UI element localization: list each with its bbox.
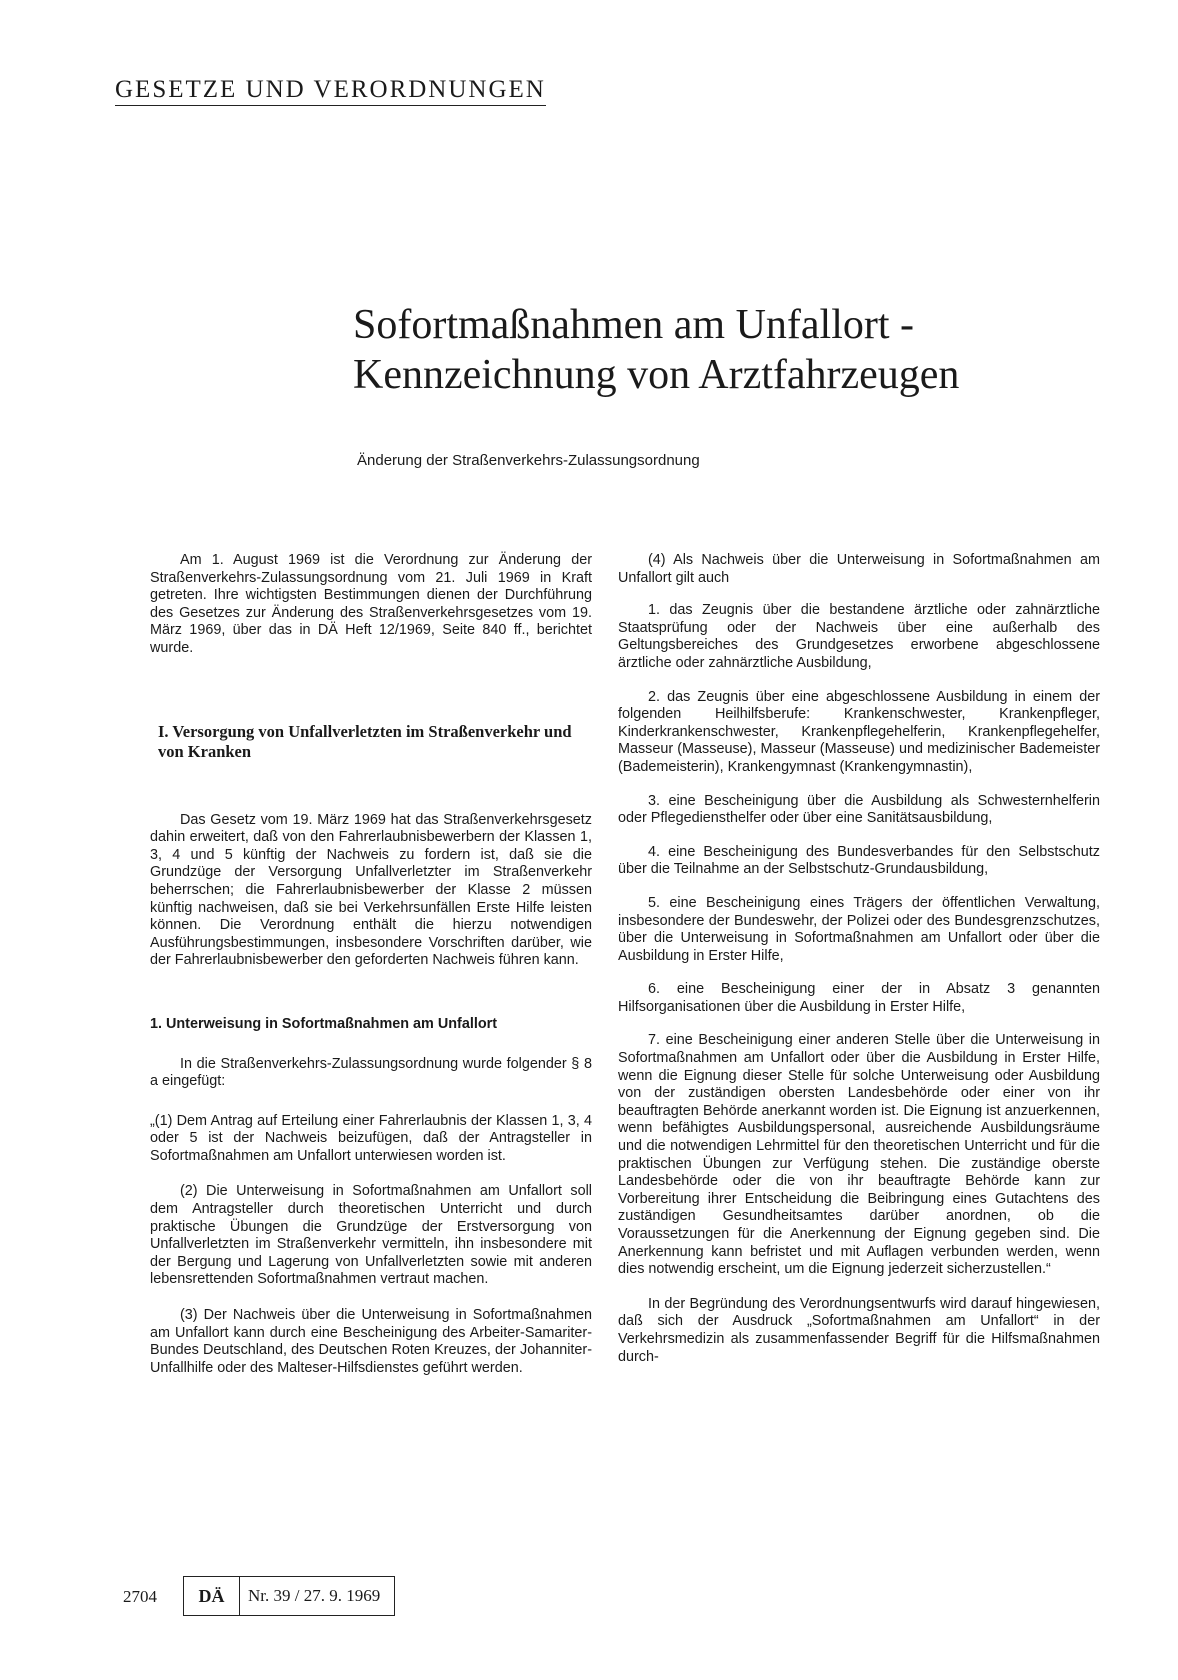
article-title-line1: Sofortmaßnahmen am Unfallort - [353,302,915,348]
article-subtitle: Änderung der Straßenverkehrs-Zulassungsordnung [357,452,700,469]
list-item: 5. eine Bescheinigung eines Trägers der öffentlichen Verwaltung, insbesondere der Bundeswehr, der Polizei oder des Bundesgrenzschutzes, über die Unterweisung in Sofortmaßnahmen am Unfallort oder über die Ausbildung in Erster Hilfe, [618,894,1100,964]
law-paragraph-2: (2) Die Unterweisung in Sofortmaßnahmen am Unfallort soll dem Antragsteller durch theoretischen Unterricht und durch praktische Übungen die Grundzüge der Erstversorgung von Unfallverletzten im Straßenverkehr vermitteln, ihn insbesondere mit der Bergung und Lagerung von Unfallverletzten sowie mit anderen lebensrettenden Sofortmaßnahmen vertraut machen. [150,1183,592,1288]
subsection-heading: 1. Unterweisung in Sofortmaßnahmen am Unfallort [150,1015,498,1032]
law-paragraph-1: „(1) Dem Antrag auf Erteilung einer Fahrerlaubnis der Klassen 1, 3, 4 oder 5 ist der Nachweis beizufügen, daß der Antragsteller in Sofortmaßnahmen am Unfallort unterwiesen worden ist. [150,1112,592,1164]
article-title [353,300,1113,400]
page-number: 2704 [123,1587,157,1606]
section-heading: I. Versorgung von Unfallverletzten im Straßenverkehr und von Kranken [158,721,572,761]
list-item: 3. eine Bescheinigung über die Ausbildung als Schwesternhelferin oder Pflegediensthelfer oder über eine Sanitätsausbildung, [618,792,1100,827]
subsection-paragraph: In die Straßenverkehrs-Zulassungsordnung wurde folgender § 8 a eingefügt: [150,1055,592,1090]
section-paragraph: Das Gesetz vom 19. März 1969 hat das Straßenverkehrsgesetz dahin erweitert, daß von den Fahrerlaubnisbewerbern der Klassen 1, 3, 4 und 5 künftig der Nachweis zu fordern ist, daß sie die Grundzüge der Versorgung Unfallverletzter im Straßenverkehr beherrschen; die Fahrerlaubnisbewerber der Klasse 2 müssen künftig nachweisen, daß sie bei Verkehrsunfällen Erste Hilfe leisten können. Die Verordnung enthält die hierzu notwendigen Ausführungsbestimmungen, insbesondere Vorschriften darüber, wie der Fahrerlaubnisbewerber den geforderten Nachweis führen kann. [150,811,592,969]
section-header: GESETZE UND VERORDNUNGEN [115,76,546,106]
law-paragraph-3: (3) Der Nachweis über die Unterweisung in Sofortmaßnahmen am Unfallort kann durch eine Bescheinigung des Arbeiter-Samariter-Bundes Deutschland, des Deutschen Roten Kreuzes, der Johanniter-Unfallhilfe oder des Malteser-Hilfsdienstes geführt werden. [150,1307,592,1376]
right-column [618,552,1100,1366]
list-item: 7. eine Bescheinigung einer anderen Stelle über die Unterweisung in Sofortmaßnahmen am Unfallort oder über die Ausbildung in Erster Hilfe, wenn die Eignung dieser Stelle für solche Unterweisung oder Ausbildung von der zuständigen obersten Landesbehörde oder einer von ihr beauftragten Behörde anerkannt worden ist. Die Eignung ist anzuerkennen, wenn befähigtes Ausbildungspersonal, ausreichende Ausbildungsräume und die notwendigen Lehrmittel für den theoretischen Unterricht und für die praktischen Übungen zur Verfügung stehen. Die zuständige oberste Landesbehörde oder die von ihr beauftragte Behörde kann zur Vorbereitung ihrer Entscheidung die Beibringung eines Gutachtens des zuständigen Gesundheitsamtes darüber anordnen, ob die Voraussetzungen für die Anerkennung der Eignung gegeben sind. Die Anerkennung kann befristet und mit Auflagen verbunden werden, wenn dies notwendig erscheint, um die Eignung jederzeit sicherzustellen.“ [618,1032,1100,1278]
list-item: 1. das Zeugnis über die bestandene ärztliche oder zahnärztliche Staatsprüfung oder der Nachweis über eine außerhalb des Geltungsbereiches des Grundgesetzes erworbene abgeschlossene ärztliche oder zahnärztliche Ausbildung, [618,602,1100,671]
left-column [150,552,592,1377]
list-item: 6. eine Bescheinigung einer der in Absatz 3 genannten Hilfsorganisationen über die Ausbildung in Erster Hilfe, [618,981,1100,1015]
closing-paragraph: In der Begründung des Verordnungsentwurfs wird darauf hingewiesen, daß sich der Ausdruck „Sofortmaßnahmen am Unfallort“ in der Verkehrsmedizin als zusammenfassender Begriff für die Hilfsmaßnahmen durch- [618,1295,1100,1365]
journal-logo: DÄ [184,1577,240,1615]
issue-info: Nr. 39 / 27. 9. 1969 [248,1586,381,1605]
intro-paragraph: Am 1. August 1969 ist die Verordnung zur Änderung der Straßenverkehrs-Zulassungsordnung vom 21. Juli 1969 in Kraft getreten. Ihre wichtigsten Bestimmungen dienen der Durchführung des Gesetzes zur Änderung des Straßenverkehrsgesetzes vom 19. März 1969, über das in DÄ Heft 12/1969, Seite 840 ff., berichtet wurde. [150,552,592,656]
article-title-line2: Kennzeichnung von Arztfahrzeugen [353,352,960,398]
list-item: 2. das Zeugnis über eine abgeschlossene Ausbildung in einem der folgenden Heilhilfsberufe: Krankenschwester, Krankenpfleger, Kinderkrankenschwester, Krankenpflegehelferin, Krankenpflegehelfer, Masseur (Masseuse), Masseur (Masseuse) und medizinischer Bademeister (Bademeisterin), Krankengymnast (Krankengymnastin), [618,688,1100,775]
law-paragraph-4: (4) Als Nachweis über die Unterweisung in Sofortmaßnahmen am Unfallort gilt auch [618,552,1100,586]
list-item: 4. eine Bescheinigung des Bundesverbandes für den Selbstschutz über die Teilnahme an der Selbstschutz-Grundausbildung, [618,843,1100,878]
journal-box [183,1576,395,1616]
